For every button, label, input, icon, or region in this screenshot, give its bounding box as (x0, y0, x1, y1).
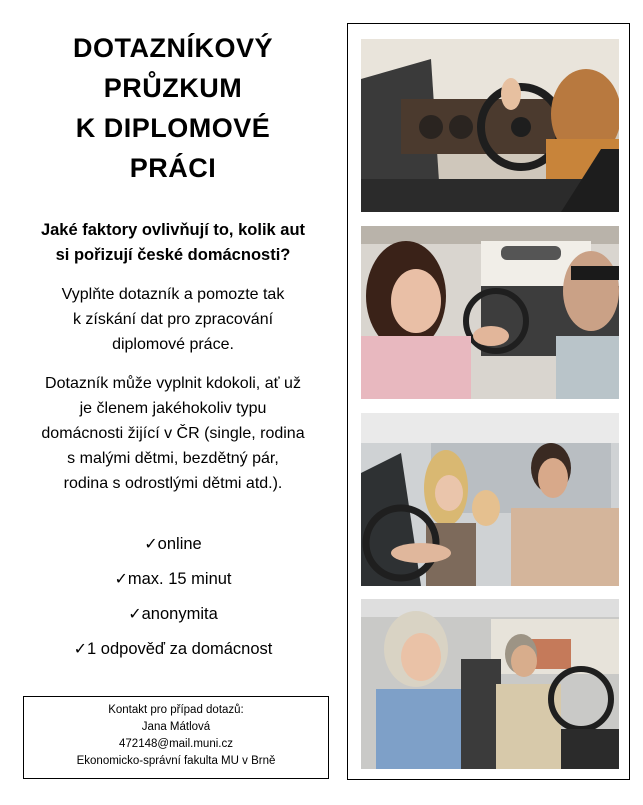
checklist-item-label: anonymita (141, 605, 218, 623)
title-line: PRÁCI (129, 153, 217, 183)
question-line: si pořizují české domácnosti? (55, 246, 291, 264)
photo-strip (347, 23, 630, 780)
photo-older-couple-in-car (361, 599, 619, 769)
flyer-text-column (10, 20, 336, 666)
photo-couple-in-car (361, 226, 619, 399)
question-line: Jaké faktory ovlivňují to, kolik aut (40, 221, 306, 239)
checklist-item-label: max. 15 minut (127, 570, 232, 588)
eligibility-line: je členem jakéhokoliv typu (79, 400, 267, 417)
eligibility-line: Dotazník může vyplnit kdokoli, ať už (45, 375, 301, 392)
flyer-title (10, 28, 336, 188)
intro-line: k získání dat pro zpracování (72, 311, 274, 328)
intro-paragraph (10, 282, 336, 357)
title-line: K DIPLOMOVÉ (75, 113, 271, 143)
contact-email[interactable]: 472148@mail.muni.cz (119, 738, 233, 750)
eligibility-paragraph (10, 371, 336, 496)
eligibility-line: rodina s odrostlými dětmi atd.). (63, 475, 283, 492)
checklist-item (10, 561, 336, 596)
checklist-item (10, 596, 336, 631)
title-line: DOTAZNÍKOVÝ (73, 33, 273, 63)
feature-checklist (10, 526, 336, 666)
checklist-item (10, 526, 336, 561)
checklist-item-label: online (157, 535, 202, 553)
eligibility-line: s malými dětmi, bezdětný pár, (67, 450, 279, 467)
checkmark-icon: ✓ (114, 569, 128, 588)
intro-line: diplomové práce. (112, 336, 234, 353)
contact-heading: Kontakt pro případ dotazů: (108, 704, 244, 716)
checkmark-icon: ✓ (73, 639, 88, 658)
research-question (10, 218, 336, 268)
checkmark-icon: ✓ (128, 604, 142, 623)
contact-box (23, 696, 329, 779)
intro-line: Vyplňte dotazník a pomozte tak (61, 286, 285, 303)
photo-family-in-car (361, 413, 619, 586)
contact-faculty: Ekonomicko-správní fakulta MU v Brně (76, 755, 276, 767)
contact-name: Jana Mátlová (141, 721, 211, 733)
checklist-item (10, 631, 336, 666)
checkmark-icon: ✓ (144, 534, 158, 553)
checklist-item-label: 1 odpověď za domácnost (87, 640, 273, 658)
title-line: PRŮZKUM (103, 73, 243, 103)
photo-woman-driving (361, 39, 619, 212)
eligibility-line: domácnosti žijící v ČR (single, rodina (41, 425, 305, 442)
